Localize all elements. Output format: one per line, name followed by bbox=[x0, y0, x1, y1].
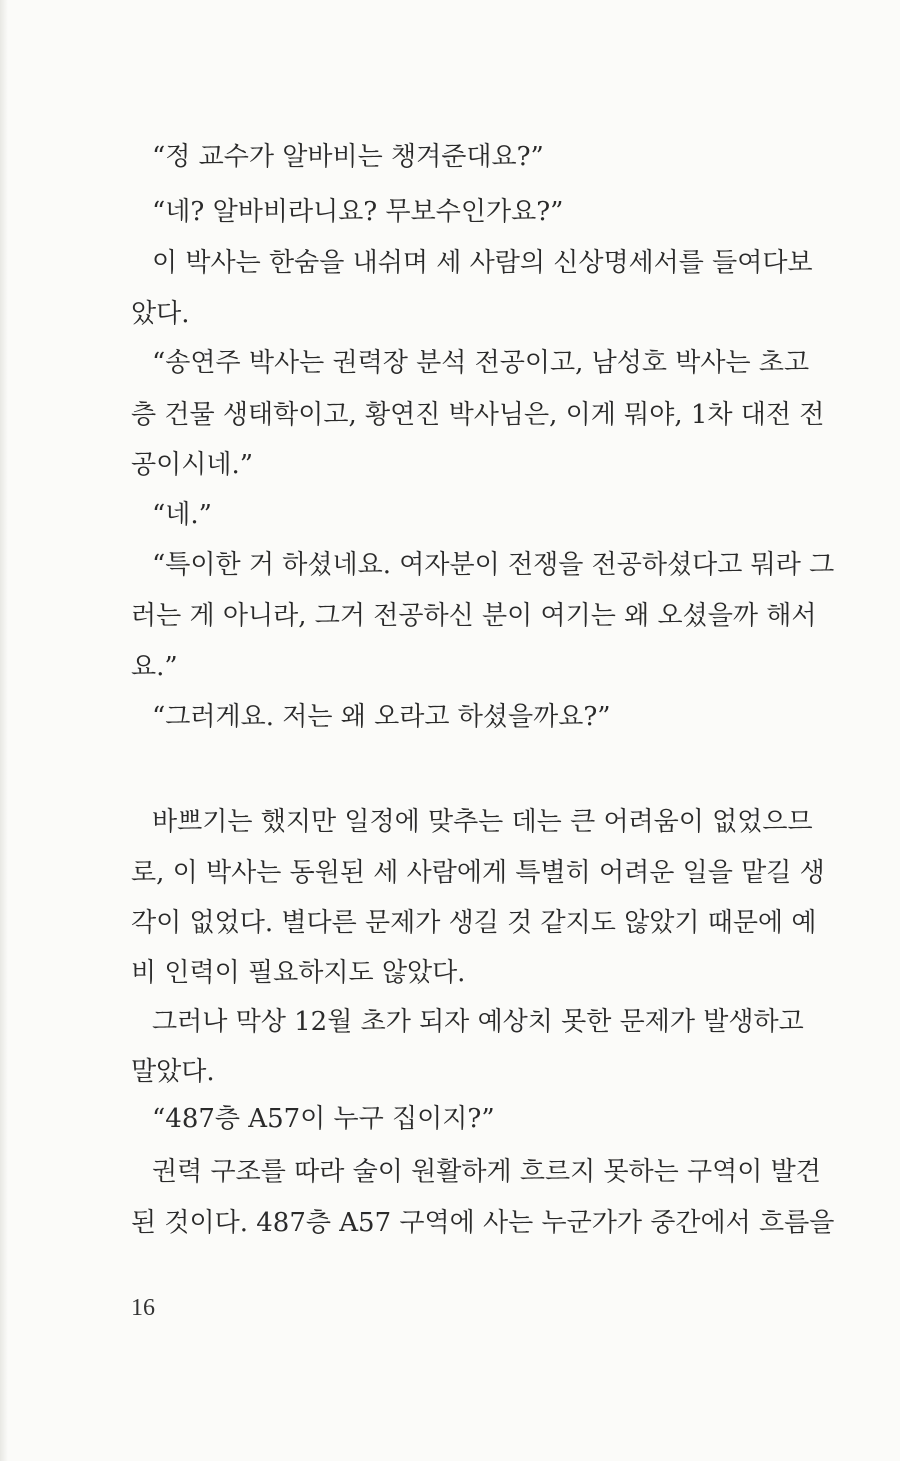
text-line: “네? 알바비라니요? 무보수인가요?” bbox=[152, 197, 564, 227]
text-line: 비 인력이 필요하지도 않았다. bbox=[131, 958, 466, 988]
text-line: “487층 A57이 누구 집이지?” bbox=[152, 1104, 495, 1134]
text-line: “특이한 거 하셨네요. 여자분이 전쟁을 전공하셨다고 뭐라 그 bbox=[152, 550, 835, 580]
text-line: 로, 이 박사는 동원된 세 사람에게 특별히 어려운 일을 맡길 생 bbox=[131, 858, 825, 888]
text-line: 았다. bbox=[131, 299, 190, 329]
text-line: 요.” bbox=[131, 652, 178, 682]
text-line: 각이 없었다. 별다른 문제가 생길 것 같지도 않았기 때문에 예 bbox=[131, 908, 817, 938]
text-line: 러는 게 아니라, 그거 전공하신 분이 여기는 왜 오셨을까 해서 bbox=[131, 601, 817, 631]
text-line: “정 교수가 알바비는 챙겨준대요?” bbox=[152, 142, 544, 172]
text-line: 말았다. bbox=[131, 1057, 215, 1087]
text-line: 이 박사는 한숨을 내쉬며 세 사람의 신상명세서를 들여다보 bbox=[152, 248, 813, 278]
text-line: “네.” bbox=[152, 500, 212, 530]
text-line: 그러나 막상 12월 초가 되자 예상치 못한 문제가 발생하고 bbox=[152, 1007, 804, 1037]
text-line: 권력 구조를 따라 술이 원활하게 흐르지 못하는 구역이 발견 bbox=[152, 1157, 821, 1187]
text-line: 공이시네.” bbox=[131, 450, 254, 480]
text-line: 층 건물 생태학이고, 황연진 박사님은, 이게 뭐야, 1차 대전 전 bbox=[131, 400, 825, 430]
page-edge-shadow bbox=[0, 0, 8, 1461]
page-number: 16 bbox=[131, 1295, 155, 1321]
text-line: 바쁘기는 했지만 일정에 맞추는 데는 큰 어려움이 없었으므 bbox=[152, 807, 813, 837]
text-line: “그러게요. 저는 왜 오라고 하셨을까요?” bbox=[152, 702, 611, 732]
text-line: “송연주 박사는 권력장 분석 전공이고, 남성호 박사는 초고 bbox=[152, 348, 810, 378]
text-line: 된 것이다. 487층 A57 구역에 사는 누군가가 중간에서 흐름을 bbox=[131, 1208, 835, 1238]
